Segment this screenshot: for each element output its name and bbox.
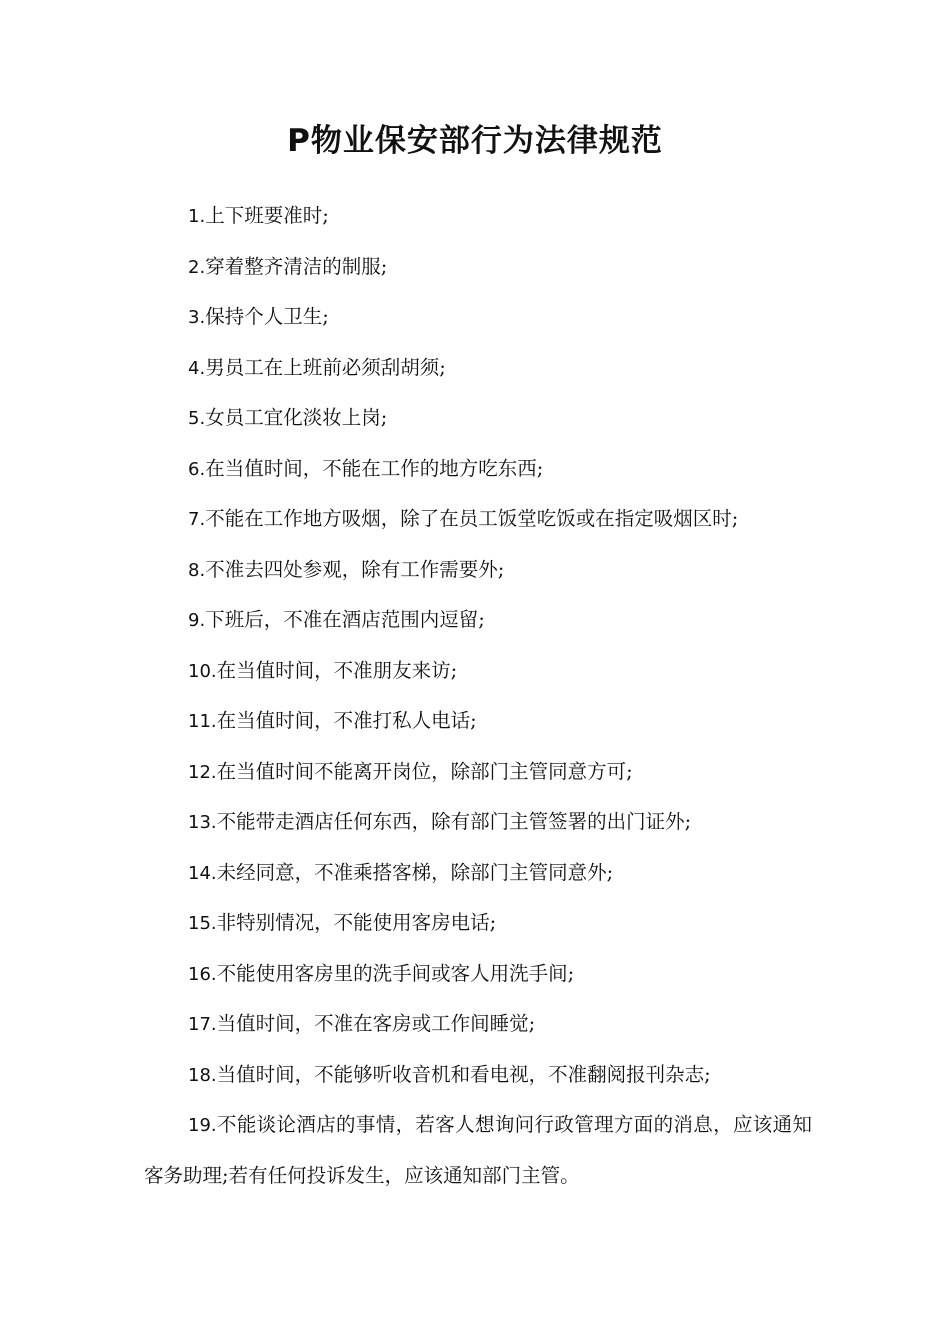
rule-number: 14. <box>188 862 217 884</box>
rule-number: 10. <box>188 660 217 682</box>
rule-text: 在当值时间，不准朋友来访; <box>216 658 458 682</box>
rule-text: 不能带走酒店任何东西，除有部门主管签署的出门证外; <box>216 810 692 833</box>
rule-text: 当值时间，不能够听收音机和看电视，不准翻阅报刊杂志; <box>216 1062 711 1086</box>
rule-text: 上下班要准时; <box>205 204 329 227</box>
rule-item-19 <box>144 1100 812 1200</box>
rule-text: 在当值时间，不准打私人电话; <box>216 709 477 732</box>
rule-number: 4. <box>188 357 206 379</box>
rule-text: 女员工宜化淡妆上岗; <box>205 406 388 429</box>
rule-item-9 <box>144 595 812 646</box>
rule-number: 7. <box>188 509 206 530</box>
rule-text: 不能在工作地方吸烟，除了在员工饭堂吃饭或在指定吸烟区时; <box>205 507 739 530</box>
rule-number: 3. <box>188 307 206 328</box>
rule-item-18 <box>144 1050 812 1101</box>
rule-number: 5. <box>188 408 206 429</box>
rule-item-11 <box>144 696 812 747</box>
rule-number: 8. <box>188 559 206 581</box>
rule-text: 穿着整齐清洁的制服; <box>205 254 388 278</box>
rule-item-14 <box>144 848 812 899</box>
rule-text: 保持个人卫生; <box>205 305 329 328</box>
rule-item-5 <box>144 393 812 444</box>
document-body <box>144 191 812 1200</box>
rule-item-2 <box>144 242 812 293</box>
rule-number: 12. <box>188 761 217 783</box>
rule-text: 不能谈论酒店的事情，若客人想询问行政管理方面的消息，应该通知客务助理;若有任何投诉发生，应该通知部门主管。 <box>144 1113 812 1187</box>
rule-text: 未经同意，不准乘搭客梯，除部门主管同意外; <box>216 860 614 884</box>
rule-item-3 <box>144 292 812 343</box>
rule-number: 13. <box>188 812 217 833</box>
rule-item-16 <box>144 949 812 1000</box>
rule-text: 在当值时间，不能在工作的地方吃东西; <box>205 456 544 480</box>
rule-number: 9. <box>188 610 206 631</box>
rule-text: 非特别情况，不能使用客房电话; <box>216 911 497 934</box>
rule-number: 19. <box>188 1115 217 1136</box>
rule-text: 不能使用客房里的洗手间或客人用洗手间; <box>216 961 575 985</box>
rule-text: 下班后，不准在酒店范围内逗留; <box>205 608 485 631</box>
rule-text: 男员工在上班前必须刮胡须; <box>205 355 446 379</box>
rule-text: 在当值时间不能离开岗位，除部门主管同意方可; <box>216 759 633 783</box>
rule-item-7 <box>144 494 812 545</box>
rule-item-15 <box>144 898 812 949</box>
rule-item-17 <box>144 999 812 1050</box>
rule-number: 15. <box>188 913 217 934</box>
rule-item-4 <box>144 343 812 394</box>
rule-number: 17. <box>188 1014 217 1035</box>
rule-number: 11. <box>188 711 217 732</box>
rule-number: 16. <box>188 963 217 985</box>
rule-item-8 <box>144 545 812 596</box>
rule-item-12 <box>144 747 812 798</box>
rule-number: 2. <box>188 256 206 278</box>
rule-item-6 <box>144 444 812 495</box>
rule-item-10 <box>144 646 812 697</box>
rule-item-1 <box>144 191 812 242</box>
rule-text: 当值时间，不准在客房或工作间睡觉; <box>216 1012 536 1035</box>
rule-number: 1. <box>188 206 206 227</box>
rule-number: 18. <box>188 1064 217 1086</box>
rule-text: 不准去四处参观，除有工作需要外; <box>205 557 505 581</box>
document-title: P物业保安部行为法律规范 <box>287 123 663 159</box>
rule-item-13 <box>144 797 812 848</box>
rule-number: 6. <box>188 458 206 480</box>
